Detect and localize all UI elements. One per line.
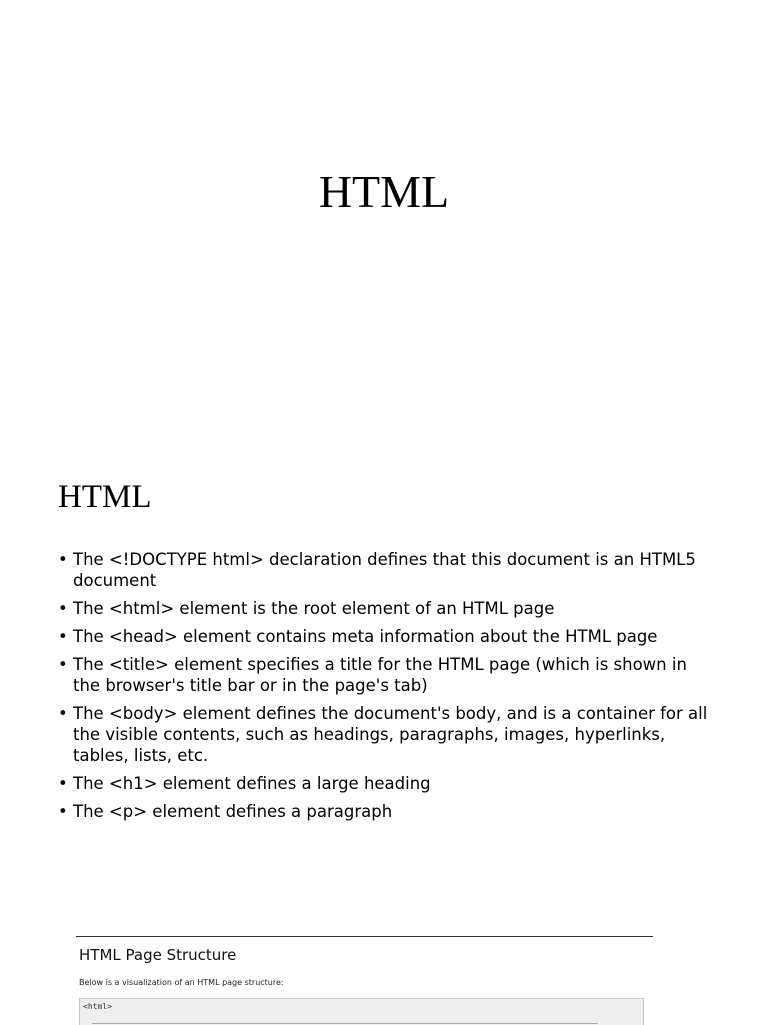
embedded-heading: HTML Page Structure bbox=[79, 946, 237, 964]
bullet-item: • The <h1> element defines a large heading bbox=[58, 773, 708, 794]
html-tag-label: <html> bbox=[83, 1002, 112, 1011]
embedded-page-structure-screenshot bbox=[76, 936, 653, 1025]
bullet-item: • The <!DOCTYPE html> declaration defines that this document is an HTML5 document bbox=[58, 549, 708, 591]
bullet-item: • The <html> element is the root element of an HTML page bbox=[58, 598, 708, 619]
bullet-item: • The <title> element specifies a title for the HTML page (which is shown in the browser's title bar or in the page's tab) bbox=[58, 654, 708, 696]
bullet-list bbox=[58, 549, 708, 829]
slide-title: HTML bbox=[318, 166, 450, 217]
bullet-item: • The <body> element defines the document's body, and is a container for all the visible contents, such as headings, paragraphs, images, hyperlinks, tables, lists, etc. bbox=[58, 703, 708, 766]
code-visualization-box bbox=[79, 998, 644, 1025]
bullet-item: • The <head> element contains meta information about the HTML page bbox=[58, 626, 708, 647]
embedded-subtext: Below is a visualization of an HTML page structure: bbox=[79, 978, 284, 987]
bullet-item: • The <p> element defines a paragraph bbox=[58, 801, 708, 822]
slide-heading: HTML bbox=[58, 479, 152, 515]
